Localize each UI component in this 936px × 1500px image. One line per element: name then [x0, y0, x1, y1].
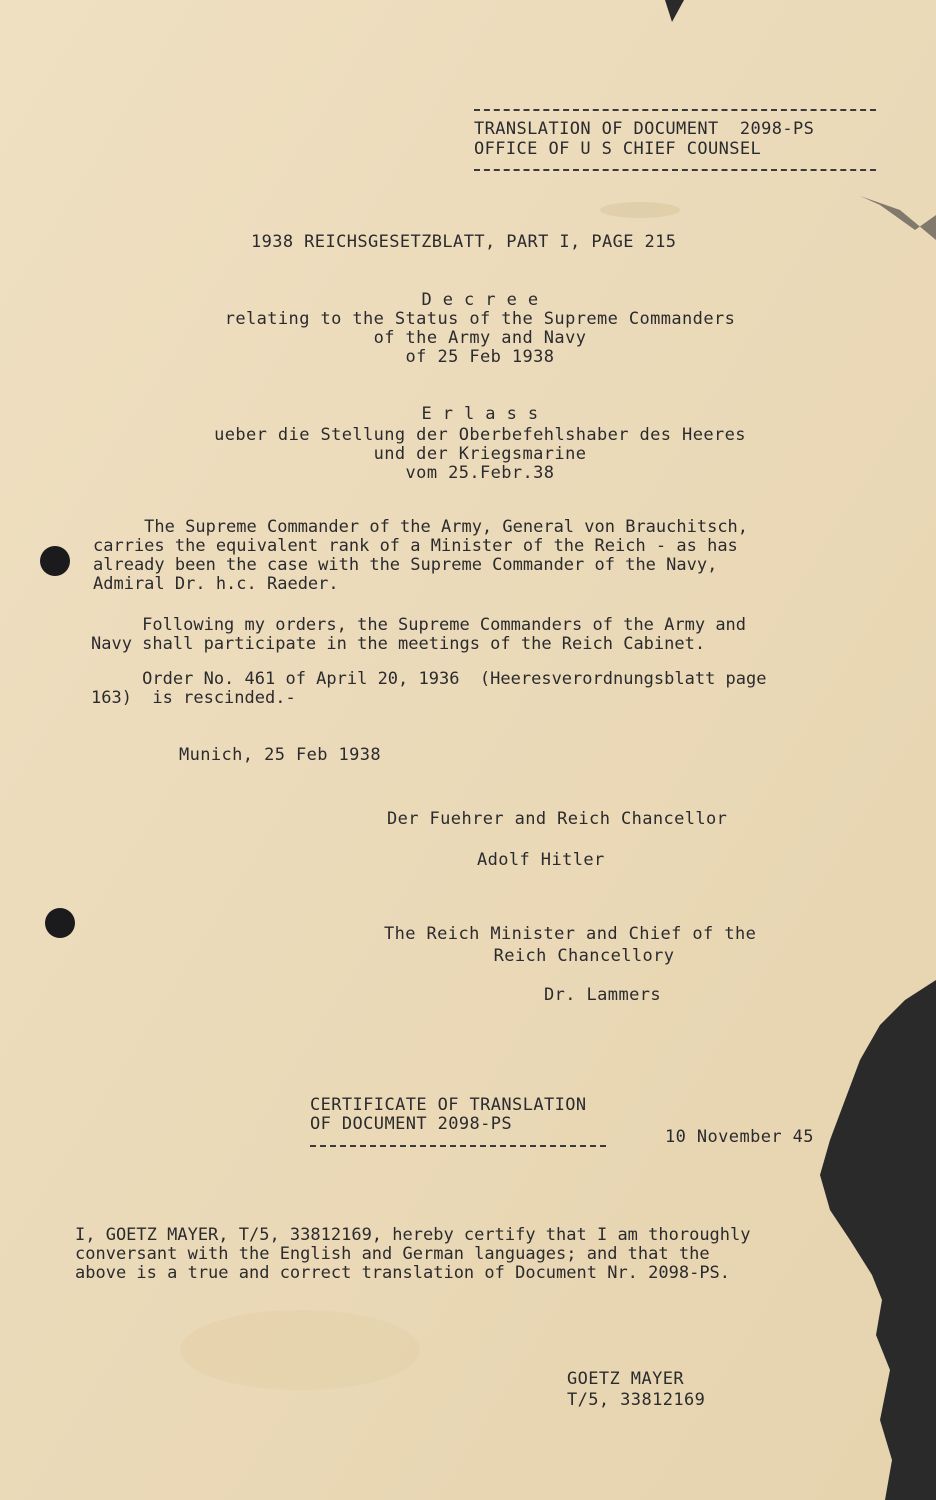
source-title: 1938 REICHSGESETZBLATT, PART I, PAGE 215 [251, 232, 677, 252]
place-date: Munich, 25 Feb 1938 [179, 745, 382, 765]
certificate-text-line: conversant with the English and German languages; and that the [75, 1244, 710, 1264]
paragraph-3-line: 163) is rescinded.- [91, 688, 296, 708]
signature-title-minister-line-2: Reich Chancellory [493, 946, 675, 966]
certificate-text-line: I, GOETZ MAYER, T/5, 33812169, hereby certify that I am thoroughly [75, 1225, 751, 1245]
header-office-line: OFFICE OF U S CHIEF COUNSEL [474, 139, 762, 159]
erlass-line-2: und der Kriegsmarine [373, 444, 587, 464]
signature-name-lammers: Dr. Lammers [544, 985, 661, 1005]
decree-line-2: of the Army and Navy [373, 328, 587, 348]
paragraph-1-line: Admiral Dr. h.c. Raeder. [93, 574, 339, 594]
paragraph-2-line: Following my orders, the Supreme Commanders of the Army and [91, 615, 747, 635]
decree-line-3: of 25 Feb 1938 [405, 347, 555, 367]
signature-name-hitler: Adolf Hitler [477, 850, 605, 870]
signer-id: T/5, 33812169 [567, 1390, 706, 1410]
decree-line-1: relating to the Status of the Supreme Commanders [224, 309, 736, 329]
signature-title-fuehrer: Der Fuehrer and Reich Chancellor [387, 809, 728, 829]
paragraph-1-line: already been the case with the Supreme Commander of the Navy, [93, 555, 718, 575]
certificate-heading-2: OF DOCUMENT 2098-PS [310, 1114, 513, 1134]
paragraph-1-line: The Supreme Commander of the Army, General von Brauchitsch, [93, 517, 749, 537]
paragraph-2-line: Navy shall participate in the meetings of the Reich Cabinet. [91, 634, 706, 654]
signer-name: GOETZ MAYER [567, 1369, 684, 1389]
certificate-date: 10 November 45 [665, 1127, 814, 1147]
header-top-rule [474, 109, 876, 111]
erlass-spaced-title: E r l a s s [421, 404, 539, 424]
erlass-line-3: vom 25.Febr.38 [405, 463, 555, 483]
paragraph-1-line: carries the equivalent rank of a Minister of the Reich - as has [93, 536, 738, 556]
certificate-heading-1: CERTIFICATE OF TRANSLATION [310, 1095, 587, 1115]
decree-spaced-title: D e c r e e [421, 290, 539, 310]
paragraph-3-line: Order No. 461 of April 20, 1936 (Heeresverordnungsblatt page [91, 669, 767, 689]
punch-hole-bottom [45, 908, 75, 938]
header-translation-line: TRANSLATION OF DOCUMENT 2098-PS [474, 119, 815, 139]
punch-hole-top [40, 546, 70, 576]
header-bottom-rule [474, 169, 876, 171]
certificate-rule [310, 1145, 606, 1147]
erlass-line-1: ueber die Stellung der Oberbefehlshaber des Heeres [214, 425, 746, 445]
certificate-text-line: above is a true and correct translation of Document Nr. 2098-PS. [75, 1263, 731, 1283]
signature-title-minister-line-1: The Reich Minister and Chief of the [384, 924, 757, 944]
